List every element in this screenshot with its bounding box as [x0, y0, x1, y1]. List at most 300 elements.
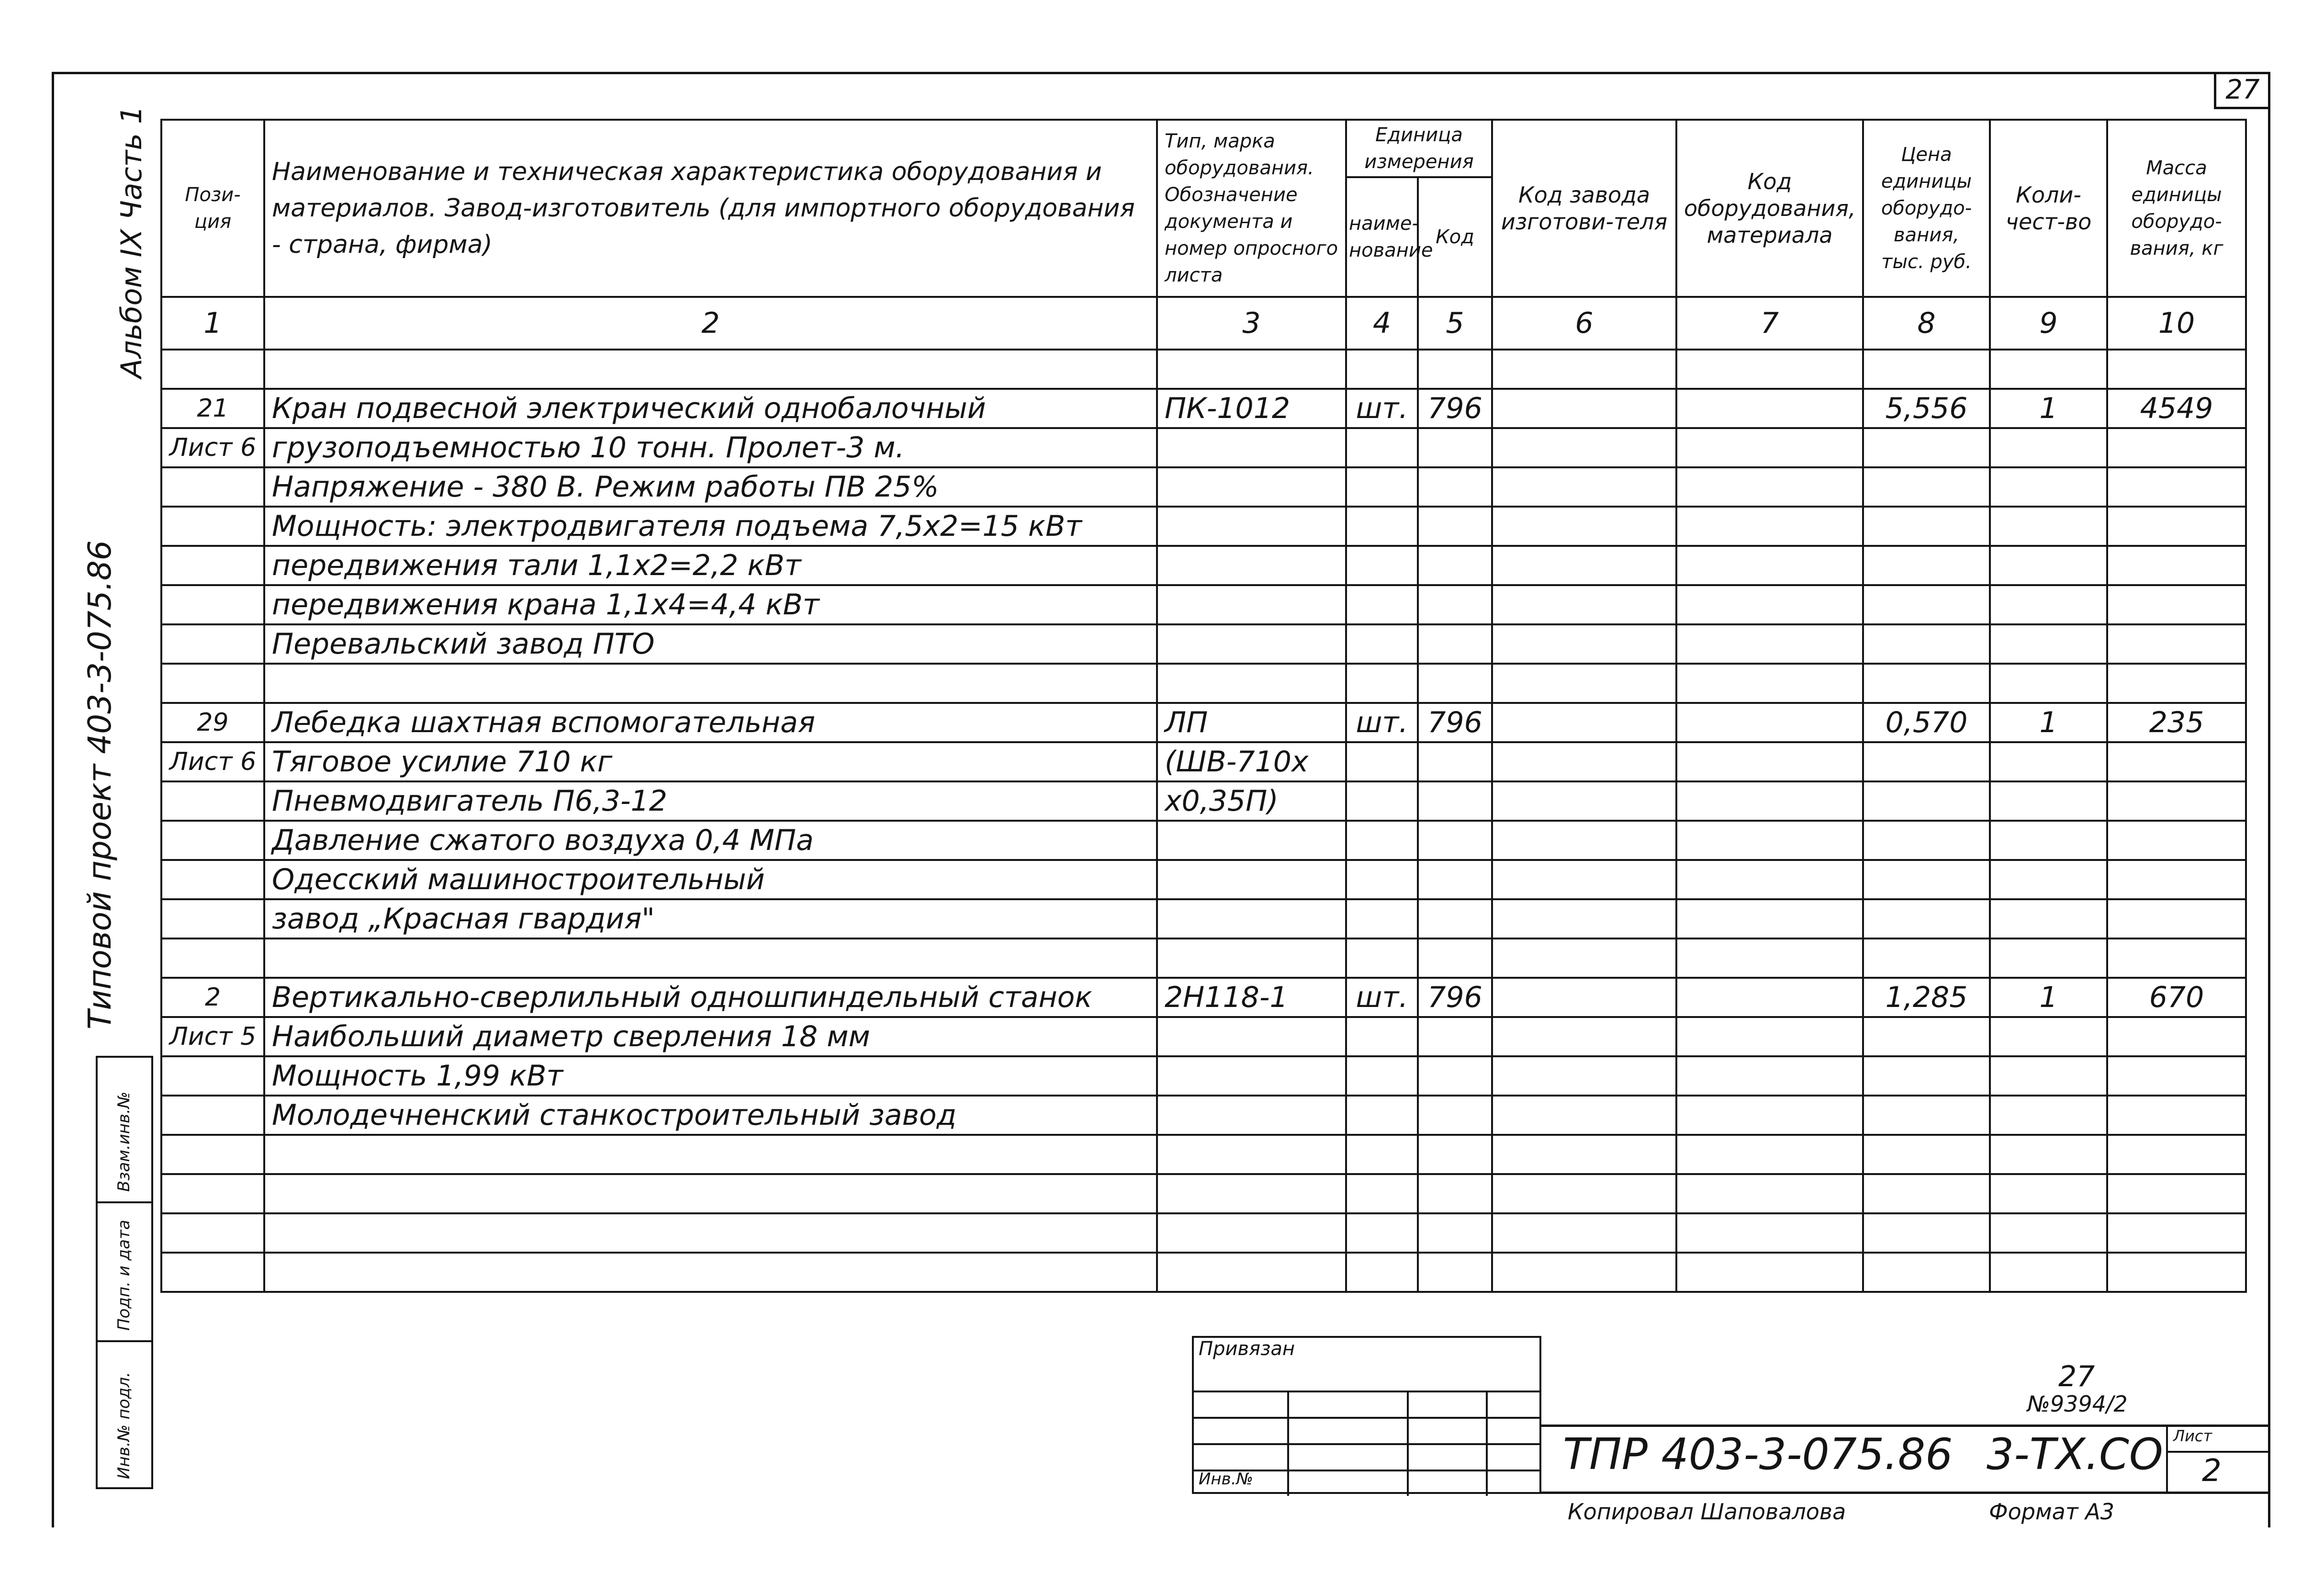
- title-block-top-line: [1541, 1425, 2268, 1427]
- row-quantity: [1990, 821, 2107, 860]
- col-num: 7: [1676, 297, 1863, 350]
- row-unit: [1346, 1135, 1418, 1174]
- row-type: [1157, 860, 1346, 899]
- row-position: [161, 1096, 264, 1135]
- row-quantity: [1990, 507, 2107, 546]
- list-cell-divider: [2166, 1425, 2168, 1492]
- row-quantity: [1990, 781, 2107, 821]
- table-row: [161, 664, 2246, 703]
- table-row: [161, 1213, 2246, 1253]
- row-mass: [2107, 1253, 2246, 1292]
- row-price: [1863, 1096, 1990, 1135]
- row-unit-code: 796: [1418, 978, 1492, 1017]
- inv-no-label: Инв.№: [1199, 1470, 1253, 1489]
- row-position: [161, 585, 264, 624]
- row-description: Одесский машиностроительный: [264, 860, 1157, 899]
- row-description: Вертикально-сверлильный одношпиндельный станок: [264, 978, 1157, 1017]
- row-description: Давление сжатого воздуха 0,4 МПа: [264, 821, 1157, 860]
- table-row: [161, 821, 2246, 860]
- row-description: [264, 1213, 1157, 1253]
- side-project-title: Типовой проект 403-3-075.86: [81, 540, 118, 1029]
- row-type: [1157, 899, 1346, 938]
- list-cell-hline: [2166, 1451, 2268, 1453]
- row-equipment-code: [1676, 899, 1863, 938]
- col-num: 5: [1418, 297, 1492, 350]
- row-plant-code: [1492, 742, 1676, 781]
- row-plant-code: [1492, 703, 1676, 742]
- row-position: [161, 1174, 264, 1213]
- row-type: [1157, 350, 1346, 389]
- row-position: [161, 781, 264, 821]
- row-plant-code: [1492, 938, 1676, 978]
- row-equipment-code: [1676, 860, 1863, 899]
- row-price: [1863, 1253, 1990, 1292]
- row-unit-code: [1418, 821, 1492, 860]
- row-plant-code: [1492, 428, 1676, 467]
- row-equipment-code: [1676, 624, 1863, 664]
- row-mass: 670: [2107, 978, 2246, 1017]
- row-quantity: [1990, 1056, 2107, 1096]
- row-equipment-code: [1676, 1253, 1863, 1292]
- table-row: [161, 742, 2246, 781]
- row-unit: [1346, 350, 1418, 389]
- row-quantity: [1990, 1017, 2107, 1056]
- row-price: 0,570: [1863, 703, 1990, 742]
- row-price: [1863, 664, 1990, 703]
- row-unit-code: [1418, 781, 1492, 821]
- row-type: (ШВ-710х: [1157, 742, 1346, 781]
- row-description: Тяговое усилие 710 кг: [264, 742, 1157, 781]
- table-row: [161, 546, 2246, 585]
- row-quantity: [1990, 1096, 2107, 1135]
- side-album-title: Альбом IX Часть 1: [115, 105, 148, 378]
- table-row: [161, 467, 2246, 507]
- row-unit: [1346, 1253, 1418, 1292]
- row-unit: [1346, 1174, 1418, 1213]
- row-position: [161, 938, 264, 978]
- row-mass: [2107, 467, 2246, 507]
- col-num: 1: [161, 297, 264, 350]
- row-plant-code: [1492, 899, 1676, 938]
- row-price: [1863, 860, 1990, 899]
- row-plant-code: [1492, 467, 1676, 507]
- row-price: [1863, 467, 1990, 507]
- privyazan-label: Привязан: [1199, 1338, 1295, 1360]
- row-plant-code: [1492, 585, 1676, 624]
- row-position: [161, 860, 264, 899]
- row-equipment-code: [1676, 507, 1863, 546]
- row-type: [1157, 664, 1346, 703]
- copied-by: Копировал Шаповалова: [1568, 1499, 1846, 1525]
- row-quantity: [1990, 938, 2107, 978]
- privyazan-box: [1192, 1336, 1541, 1494]
- row-type: 2Н118-1: [1157, 978, 1346, 1017]
- row-quantity: [1990, 467, 2107, 507]
- page-number-sub: №9394/2: [2027, 1391, 2128, 1417]
- header-equipment-code: Код оборудования, материала: [1676, 120, 1863, 297]
- project-code: ТПР 403-3-075.86: [1563, 1429, 1953, 1480]
- row-position: [161, 821, 264, 860]
- row-unit: [1346, 585, 1418, 624]
- table-row: [161, 1017, 2246, 1056]
- row-quantity: [1990, 1135, 2107, 1174]
- row-unit: [1346, 821, 1418, 860]
- row-equipment-code: [1676, 1213, 1863, 1253]
- row-unit: шт.: [1346, 389, 1418, 428]
- row-equipment-code: [1676, 781, 1863, 821]
- row-description: Пневмодвигатель П6,3-12: [264, 781, 1157, 821]
- row-description: Напряжение - 380 В. Режим работы ПВ 25%: [264, 467, 1157, 507]
- list-label: Лист: [2173, 1427, 2212, 1445]
- row-unit-code: [1418, 546, 1492, 585]
- row-unit-code: [1418, 1096, 1492, 1135]
- row-unit-code: [1418, 467, 1492, 507]
- row-quantity: [1990, 624, 2107, 664]
- row-position: [161, 1056, 264, 1096]
- row-description: [264, 350, 1157, 389]
- row-price: [1863, 350, 1990, 389]
- row-plant-code: [1492, 389, 1676, 428]
- col-num: 9: [1990, 297, 2107, 350]
- row-type: [1157, 1174, 1346, 1213]
- row-mass: 4549: [2107, 389, 2246, 428]
- row-unit-code: [1418, 899, 1492, 938]
- table-row: [161, 703, 2246, 742]
- row-type: ПК-1012: [1157, 389, 1346, 428]
- col-num: 8: [1863, 297, 1990, 350]
- row-quantity: [1990, 585, 2107, 624]
- row-description: передвижения крана 1,1х4=4,4 кВт: [264, 585, 1157, 624]
- row-type: [1157, 467, 1346, 507]
- row-price: [1863, 821, 1990, 860]
- row-equipment-code: [1676, 389, 1863, 428]
- row-mass: [2107, 428, 2246, 467]
- row-price: 1,285: [1863, 978, 1990, 1017]
- row-plant-code: [1492, 821, 1676, 860]
- row-unit: [1346, 428, 1418, 467]
- header-name: Наименование и техническая характеристика оборудования и материалов. Завод-изготовитель (для импортного оборудования - страна, фирма): [264, 120, 1157, 297]
- row-price: [1863, 938, 1990, 978]
- row-description: Наибольший диаметр сверления 18 мм: [264, 1017, 1157, 1056]
- row-unit: [1346, 899, 1418, 938]
- col-num: 10: [2107, 297, 2246, 350]
- row-unit: [1346, 1213, 1418, 1253]
- table-row: [161, 507, 2246, 546]
- row-position: 2: [161, 978, 264, 1017]
- table-row: [161, 1056, 2246, 1096]
- row-price: 5,556: [1863, 389, 1990, 428]
- page-number-top: 27: [2058, 1360, 2095, 1393]
- row-mass: [2107, 1017, 2246, 1056]
- row-position: Лист 5: [161, 1017, 264, 1056]
- row-unit: [1346, 1056, 1418, 1096]
- table-row: [161, 585, 2246, 624]
- row-type: [1157, 938, 1346, 978]
- row-position: [161, 350, 264, 389]
- row-equipment-code: [1676, 1017, 1863, 1056]
- row-unit: [1346, 467, 1418, 507]
- row-position: [161, 1253, 264, 1292]
- row-equipment-code: [1676, 664, 1863, 703]
- row-position: [161, 467, 264, 507]
- row-description: Мощность 1,99 кВт: [264, 1056, 1157, 1096]
- row-mass: [2107, 1135, 2246, 1174]
- stamp-label-replace: Взам.инв.№: [114, 1091, 134, 1192]
- row-unit: [1346, 664, 1418, 703]
- table-row: [161, 781, 2246, 821]
- specification-table: [160, 119, 2247, 1293]
- row-price: [1863, 781, 1990, 821]
- row-equipment-code: [1676, 821, 1863, 860]
- row-plant-code: [1492, 350, 1676, 389]
- row-price: [1863, 742, 1990, 781]
- header-quantity: Коли-чест-во: [1990, 120, 2107, 297]
- row-mass: [2107, 350, 2246, 389]
- sheet-number: 27: [2214, 73, 2269, 109]
- row-description: Лебедка шахтная вспомогательная: [264, 703, 1157, 742]
- row-description: Перевальский завод ПТО: [264, 624, 1157, 664]
- row-unit-code: [1418, 742, 1492, 781]
- col-num: 3: [1157, 297, 1346, 350]
- row-type: [1157, 585, 1346, 624]
- row-type: [1157, 1056, 1346, 1096]
- row-quantity: [1990, 664, 2107, 703]
- row-quantity: [1990, 428, 2107, 467]
- row-quantity: 1: [1990, 703, 2107, 742]
- row-equipment-code: [1676, 546, 1863, 585]
- row-quantity: 1: [1990, 389, 2107, 428]
- row-unit: [1346, 1017, 1418, 1056]
- row-mass: [2107, 860, 2246, 899]
- row-type: [1157, 1096, 1346, 1135]
- row-description: [264, 1174, 1157, 1213]
- title-block-bottom-line: [1541, 1492, 2268, 1494]
- row-mass: [2107, 742, 2246, 781]
- row-position: Лист 6: [161, 428, 264, 467]
- row-mass: [2107, 1096, 2246, 1135]
- column-number-row: [161, 297, 2246, 350]
- stamp-label-sign: Подп. и дата: [114, 1220, 134, 1331]
- row-quantity: [1990, 546, 2107, 585]
- row-position: [161, 624, 264, 664]
- row-equipment-code: [1676, 938, 1863, 978]
- row-description: Мощность: электродвигателя подъема 7,5х2=15 кВт: [264, 507, 1157, 546]
- row-mass: [2107, 507, 2246, 546]
- row-quantity: [1990, 1213, 2107, 1253]
- row-equipment-code: [1676, 742, 1863, 781]
- header-price: Цена единицы оборудо-вания, тыс. руб.: [1863, 120, 1990, 297]
- header-plant-code: Код завода изготови-теля: [1492, 120, 1676, 297]
- row-mass: [2107, 1213, 2246, 1253]
- row-price: [1863, 585, 1990, 624]
- row-mass: [2107, 899, 2246, 938]
- row-price: [1863, 1017, 1990, 1056]
- row-mass: [2107, 938, 2246, 978]
- row-unit-code: 796: [1418, 703, 1492, 742]
- row-mass: [2107, 624, 2246, 664]
- table-row: [161, 389, 2246, 428]
- row-equipment-code: [1676, 428, 1863, 467]
- table-row: [161, 938, 2246, 978]
- row-equipment-code: [1676, 467, 1863, 507]
- header-unit-code: Код: [1418, 177, 1492, 297]
- row-plant-code: [1492, 1017, 1676, 1056]
- table-row: [161, 428, 2246, 467]
- row-equipment-code: [1676, 1174, 1863, 1213]
- row-description: [264, 1135, 1157, 1174]
- row-unit: [1346, 624, 1418, 664]
- row-unit-code: [1418, 1135, 1492, 1174]
- row-plant-code: [1492, 1096, 1676, 1135]
- row-mass: [2107, 1174, 2246, 1213]
- row-unit-code: [1418, 1056, 1492, 1096]
- format-label: Формат А3: [1989, 1499, 2114, 1525]
- row-type: [1157, 546, 1346, 585]
- row-type: [1157, 1213, 1346, 1253]
- header-mass: Масса единицы оборудо-вания, кг: [2107, 120, 2246, 297]
- row-plant-code: [1492, 781, 1676, 821]
- row-price: [1863, 428, 1990, 467]
- row-description: Молодечненский станкостроительный завод: [264, 1096, 1157, 1135]
- row-plant-code: [1492, 860, 1676, 899]
- table-row: [161, 899, 2246, 938]
- row-plant-code: [1492, 1056, 1676, 1096]
- document-code: 3-ТХ.СО: [1987, 1429, 2163, 1480]
- row-description: передвижения тали 1,1х2=2,2 кВт: [264, 546, 1157, 585]
- header-position: Пози-ция: [161, 120, 264, 297]
- row-quantity: [1990, 1253, 2107, 1292]
- row-price: [1863, 507, 1990, 546]
- row-unit-code: 796: [1418, 389, 1492, 428]
- row-unit: [1346, 938, 1418, 978]
- row-quantity: [1990, 1174, 2107, 1213]
- table-row: [161, 978, 2246, 1017]
- row-unit-code: [1418, 350, 1492, 389]
- row-unit-code: [1418, 860, 1492, 899]
- row-price: [1863, 1213, 1990, 1253]
- row-quantity: [1990, 742, 2107, 781]
- row-unit: шт.: [1346, 703, 1418, 742]
- table-row: [161, 350, 2246, 389]
- side-stamp-column: [96, 1056, 153, 1489]
- row-type: [1157, 1135, 1346, 1174]
- row-unit-code: [1418, 585, 1492, 624]
- row-type: [1157, 821, 1346, 860]
- row-position: [161, 664, 264, 703]
- table-row: [161, 624, 2246, 664]
- row-price: [1863, 1135, 1990, 1174]
- row-unit: [1346, 742, 1418, 781]
- row-type: [1157, 428, 1346, 467]
- row-equipment-code: [1676, 350, 1863, 389]
- table-row: [161, 1253, 2246, 1292]
- col-num: 6: [1492, 297, 1676, 350]
- row-description: завод „Красная гвардия": [264, 899, 1157, 938]
- row-unit-code: [1418, 938, 1492, 978]
- row-unit-code: [1418, 1174, 1492, 1213]
- row-quantity: [1990, 899, 2107, 938]
- row-plant-code: [1492, 1174, 1676, 1213]
- row-unit: [1346, 1096, 1418, 1135]
- table-row: [161, 1135, 2246, 1174]
- row-equipment-code: [1676, 585, 1863, 624]
- header-unit: Единица измерения: [1346, 120, 1492, 177]
- row-type: [1157, 624, 1346, 664]
- row-mass: [2107, 821, 2246, 860]
- row-unit: [1346, 860, 1418, 899]
- row-description: грузоподъемностью 10 тонн. Пролет-3 м.: [264, 428, 1157, 467]
- table-row: [161, 1174, 2246, 1213]
- table-row: [161, 860, 2246, 899]
- row-plant-code: [1492, 978, 1676, 1017]
- row-plant-code: [1492, 624, 1676, 664]
- row-unit-code: [1418, 1253, 1492, 1292]
- table-row: [161, 1096, 2246, 1135]
- header-type: Тип, марка оборудования. Обозначение документа и номер опросного листа: [1157, 120, 1346, 297]
- row-unit-code: [1418, 1017, 1492, 1056]
- row-equipment-code: [1676, 1096, 1863, 1135]
- row-unit: [1346, 781, 1418, 821]
- row-equipment-code: [1676, 978, 1863, 1017]
- row-price: [1863, 546, 1990, 585]
- row-type: х0,35П): [1157, 781, 1346, 821]
- row-quantity: 1: [1990, 978, 2107, 1017]
- row-position: Лист 6: [161, 742, 264, 781]
- row-mass: [2107, 1056, 2246, 1096]
- row-type: [1157, 1253, 1346, 1292]
- row-mass: [2107, 546, 2246, 585]
- row-price: [1863, 624, 1990, 664]
- row-plant-code: [1492, 664, 1676, 703]
- col-num: 2: [264, 297, 1157, 350]
- row-unit: [1346, 546, 1418, 585]
- row-type: [1157, 1017, 1346, 1056]
- row-unit: шт.: [1346, 978, 1418, 1017]
- row-mass: 235: [2107, 703, 2246, 742]
- row-unit-code: [1418, 1213, 1492, 1253]
- row-unit-code: [1418, 507, 1492, 546]
- row-type: [1157, 507, 1346, 546]
- row-position: [161, 546, 264, 585]
- row-description: [264, 938, 1157, 978]
- row-position: [161, 1213, 264, 1253]
- row-unit-code: [1418, 624, 1492, 664]
- row-quantity: [1990, 350, 2107, 389]
- row-plant-code: [1492, 1135, 1676, 1174]
- row-mass: [2107, 664, 2246, 703]
- row-unit-code: [1418, 428, 1492, 467]
- row-position: [161, 1135, 264, 1174]
- row-position: [161, 507, 264, 546]
- row-position: [161, 899, 264, 938]
- row-plant-code: [1492, 507, 1676, 546]
- row-mass: [2107, 585, 2246, 624]
- row-mass: [2107, 781, 2246, 821]
- row-equipment-code: [1676, 703, 1863, 742]
- row-plant-code: [1492, 546, 1676, 585]
- row-unit: [1346, 507, 1418, 546]
- row-equipment-code: [1676, 1056, 1863, 1096]
- row-plant-code: [1492, 1253, 1676, 1292]
- row-description: Кран подвесной электрический однобалочный: [264, 389, 1157, 428]
- row-type: ЛП: [1157, 703, 1346, 742]
- header-unit-name: наиме-нование: [1346, 177, 1418, 297]
- row-price: [1863, 1056, 1990, 1096]
- row-equipment-code: [1676, 1135, 1863, 1174]
- row-quantity: [1990, 860, 2107, 899]
- row-description: [264, 664, 1157, 703]
- col-num: 4: [1346, 297, 1418, 350]
